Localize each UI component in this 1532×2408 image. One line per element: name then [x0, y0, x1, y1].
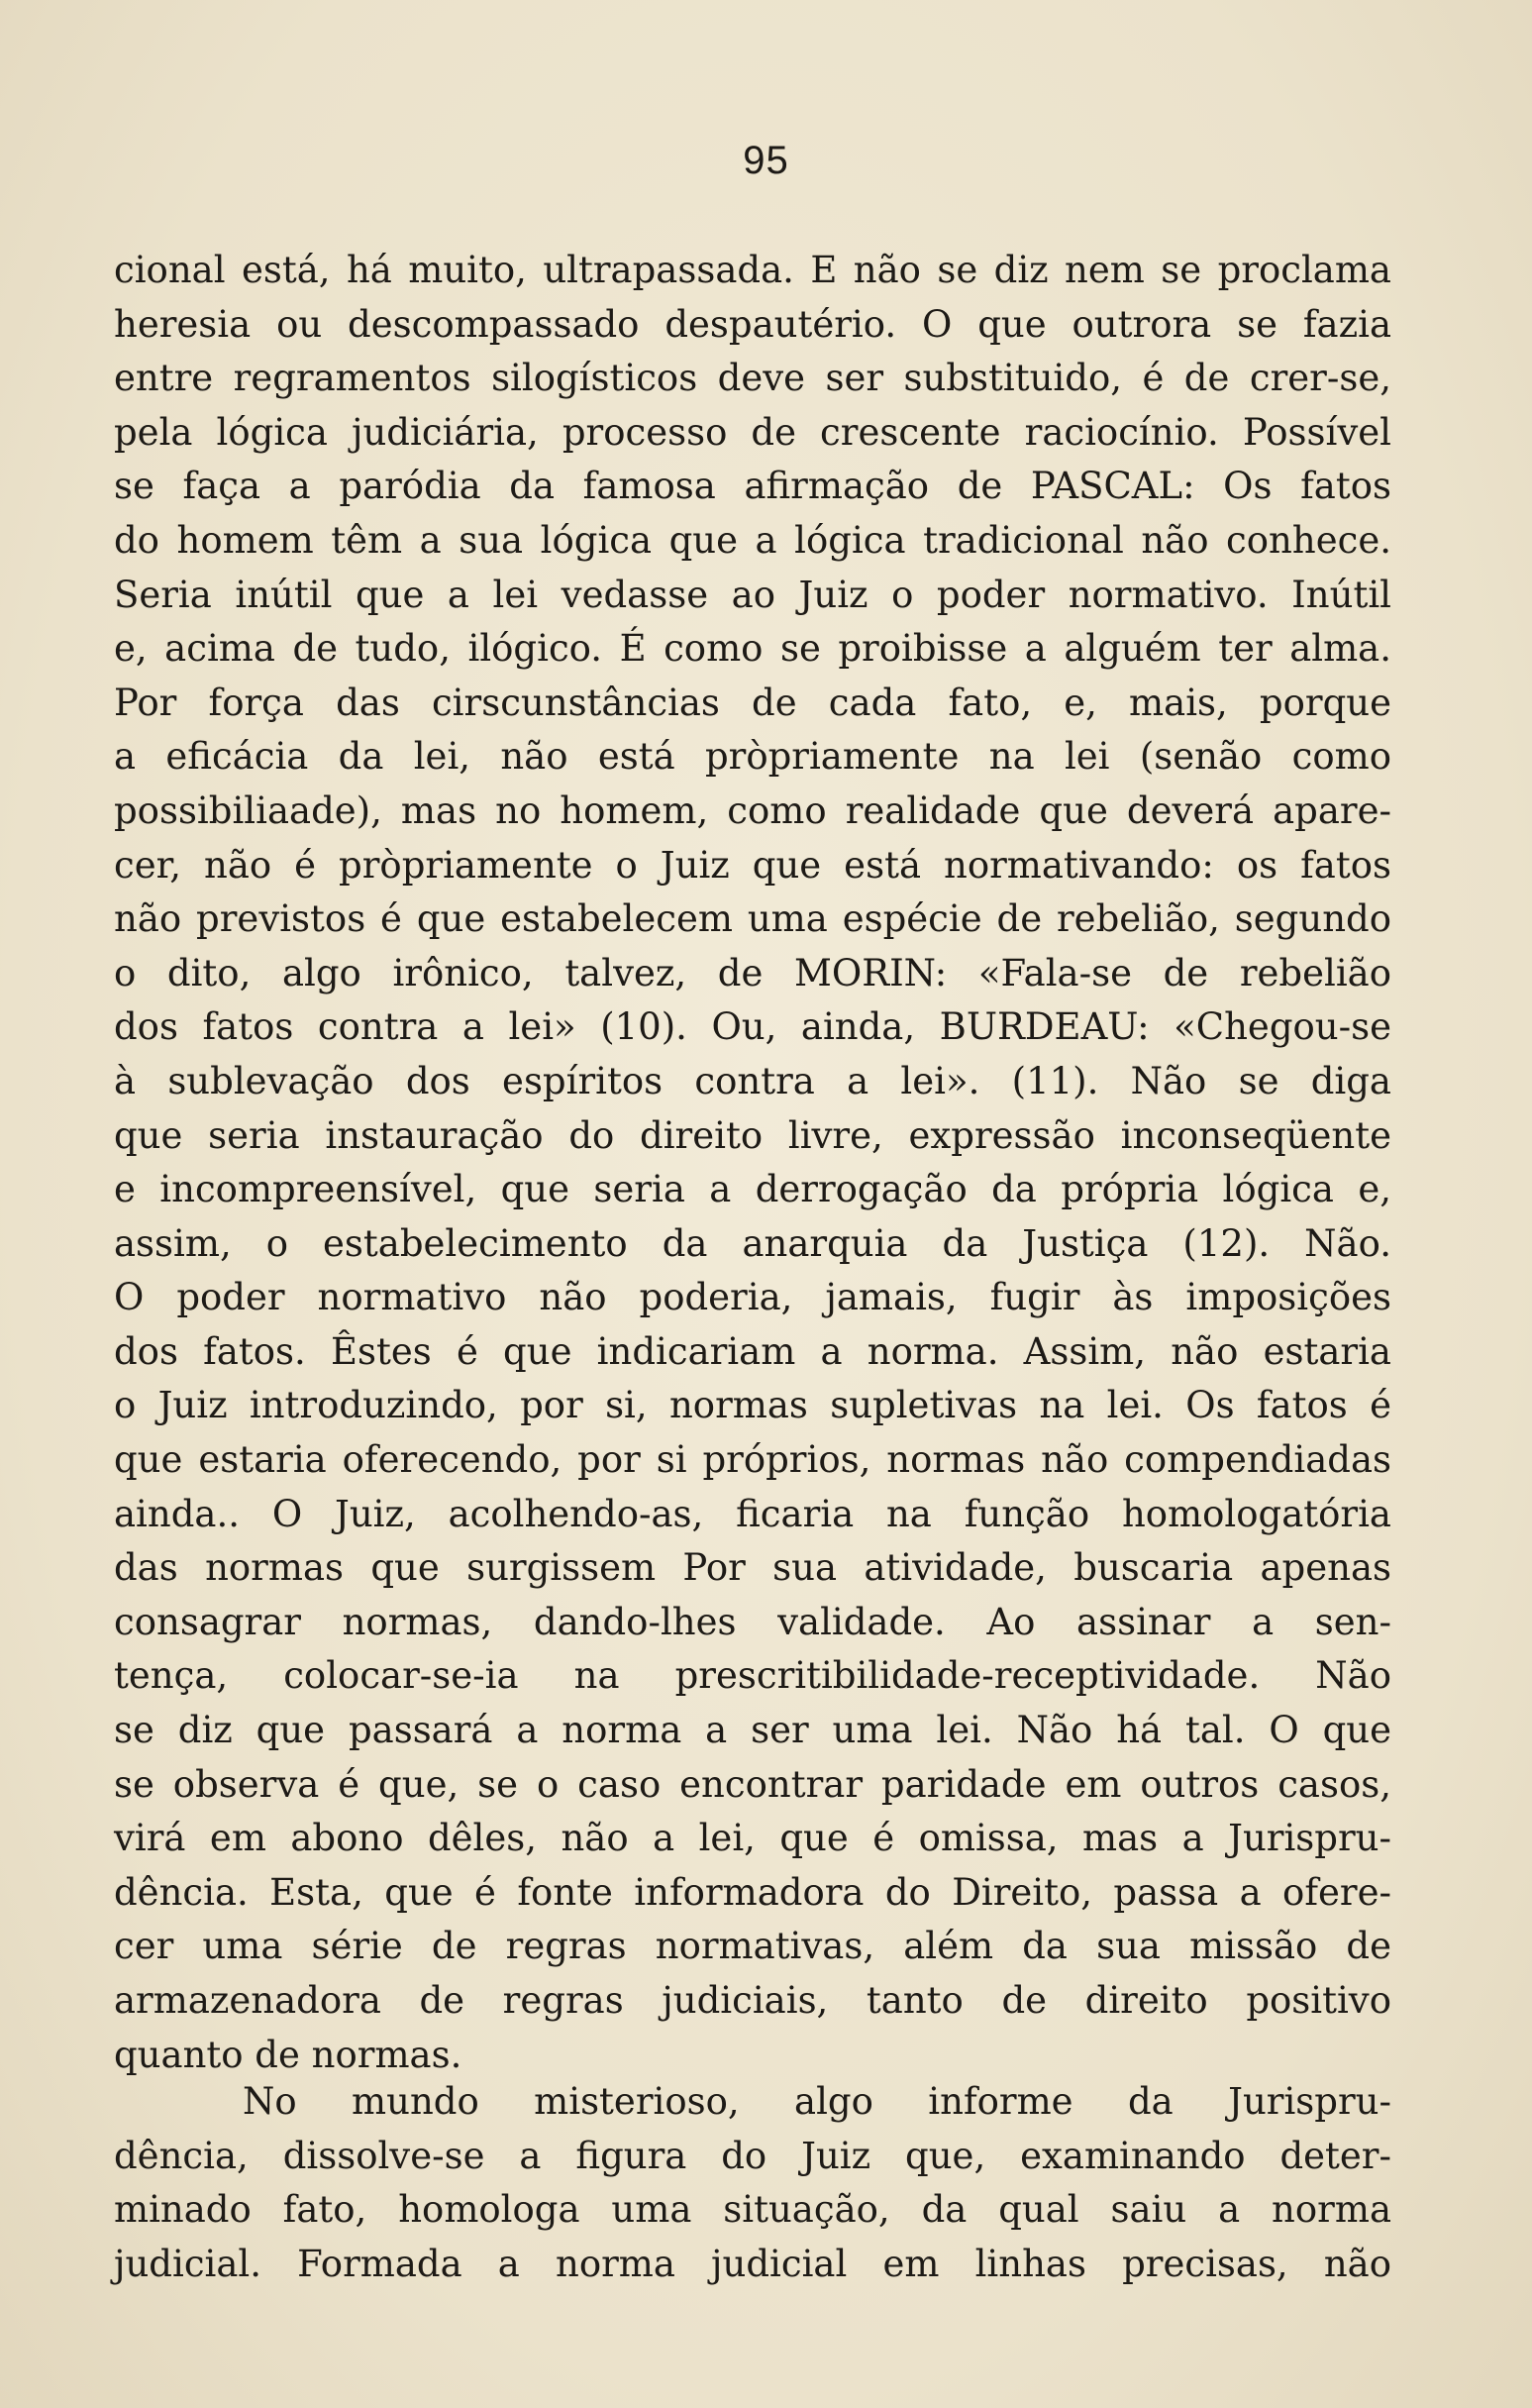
text-line: se faça a paródia da famosa afirmação de PASCAL: Os fatos	[114, 465, 1391, 508]
text-line: No mundo misterioso, algo informe da Jurispru-	[243, 2080, 1391, 2123]
text-line: possibiliaade), mas no homem, como realidade que deverá apare-	[114, 788, 1391, 832]
text-line: não previstos é que estabelecem uma espécie de rebelião, segundo	[114, 897, 1391, 941]
text-line: cer uma série de regras normativas, além da sua missão de	[114, 1925, 1391, 1968]
text-line: a eficácia da lei, não está pròpriamente na lei (senão como	[114, 735, 1391, 779]
text-line: o dito, algo irônico, talvez, de MORIN: «Fala-se de rebelião	[114, 951, 1391, 995]
text-line: das normas que surgissem Por sua atividade, buscaria apenas	[114, 1546, 1391, 1590]
text-line: e, acima de tudo, ilógico. É como se proibisse a alguém ter alma.	[114, 627, 1391, 671]
text-line: dos fatos contra a lei» (10). Ou, ainda, BURDEAU: «Chegou-se	[114, 1005, 1391, 1049]
text-line: cional está, há muito, ultrapassada. E não se diz nem se proclama	[114, 249, 1391, 291]
paragraph-1	[114, 244, 1391, 2082]
text-line: do homem têm a sua lógica que a lógica tradicional não conhece.	[114, 518, 1391, 562]
text-line: se diz que passará a norma a ser uma lei. Não há tal. O que	[114, 1709, 1391, 1752]
text-line: ainda.. O Juiz, acolhendo-as, ficaria na função homologatória	[114, 1492, 1391, 1535]
text-line: entre regramentos silogísticos deve ser substituido, é de crer-se,	[114, 357, 1391, 400]
text-line: o Juiz introduzindo, por si, normas supletivas na lei. Os fatos é	[114, 1384, 1391, 1427]
text-line: que seria instauração do direito livre, expressão inconseqüente	[114, 1113, 1391, 1157]
text-line: quanto de normas.	[114, 2033, 462, 2076]
text-line: se observa é que, se o caso encontrar paridade em outros casos,	[114, 1762, 1391, 1806]
text-line: à sublevação dos espíritos contra a lei». (11). Não se diga	[114, 1059, 1391, 1102]
text-line: que estaria oferecendo, por si próprios, normas não compendiadas	[114, 1438, 1391, 1482]
text-line: Por força das cirscunstâncias de cada fato, e, mais, porque	[114, 681, 1391, 724]
text-line: Seria inútil que a lei vedasse ao Juiz o poder normativo. Inútil	[114, 573, 1391, 616]
text-line: dência, dissolve-se a figura do Juiz que, examinando deter-	[114, 2134, 1391, 2177]
text-line: pela lógica judiciária, processo de crescente raciocínio. Possível	[114, 410, 1391, 454]
text-line: O poder normativo não poderia, jamais, fugir às imposições	[114, 1276, 1391, 1319]
text-line: judicial. Formada a norma judicial em linhas precisas, não	[114, 2242, 1391, 2285]
paragraph-2	[114, 2075, 1391, 2291]
text-line: armazenadora de regras judiciais, tanto de direito positivo	[114, 1979, 1391, 2022]
text-line: cer, não é pròpriamente o Juiz que está normativando: os fatos	[114, 843, 1391, 887]
text-line: dos fatos. Êstes é que indicariam a norma. Assim, não estaria	[114, 1329, 1391, 1373]
page-number: 95	[743, 139, 789, 182]
text-line: heresia ou descompassado despautério. O que outrora se fazia	[114, 302, 1391, 346]
text-line: dência. Esta, que é fonte informadora do Direito, passa a ofere-	[114, 1870, 1391, 1914]
text-line: assim, o estabelecimento da anarquia da Justiça (12). Não.	[114, 1221, 1391, 1265]
text-line: e incompreensível, que seria a derrogação da própria lógica e,	[114, 1168, 1391, 1211]
text-line: tença, colocar-se-ia na prescritibilidade-receptividade. Não	[114, 1654, 1391, 1698]
text-line: consagrar normas, dando-lhes validade. Ao assinar a sen-	[114, 1600, 1391, 1643]
text-line: virá em abono dêles, não a lei, que é omissa, mas a Jurispru-	[114, 1817, 1391, 1860]
text-line: minado fato, homologa uma situação, da qual saiu a norma	[114, 2188, 1391, 2232]
